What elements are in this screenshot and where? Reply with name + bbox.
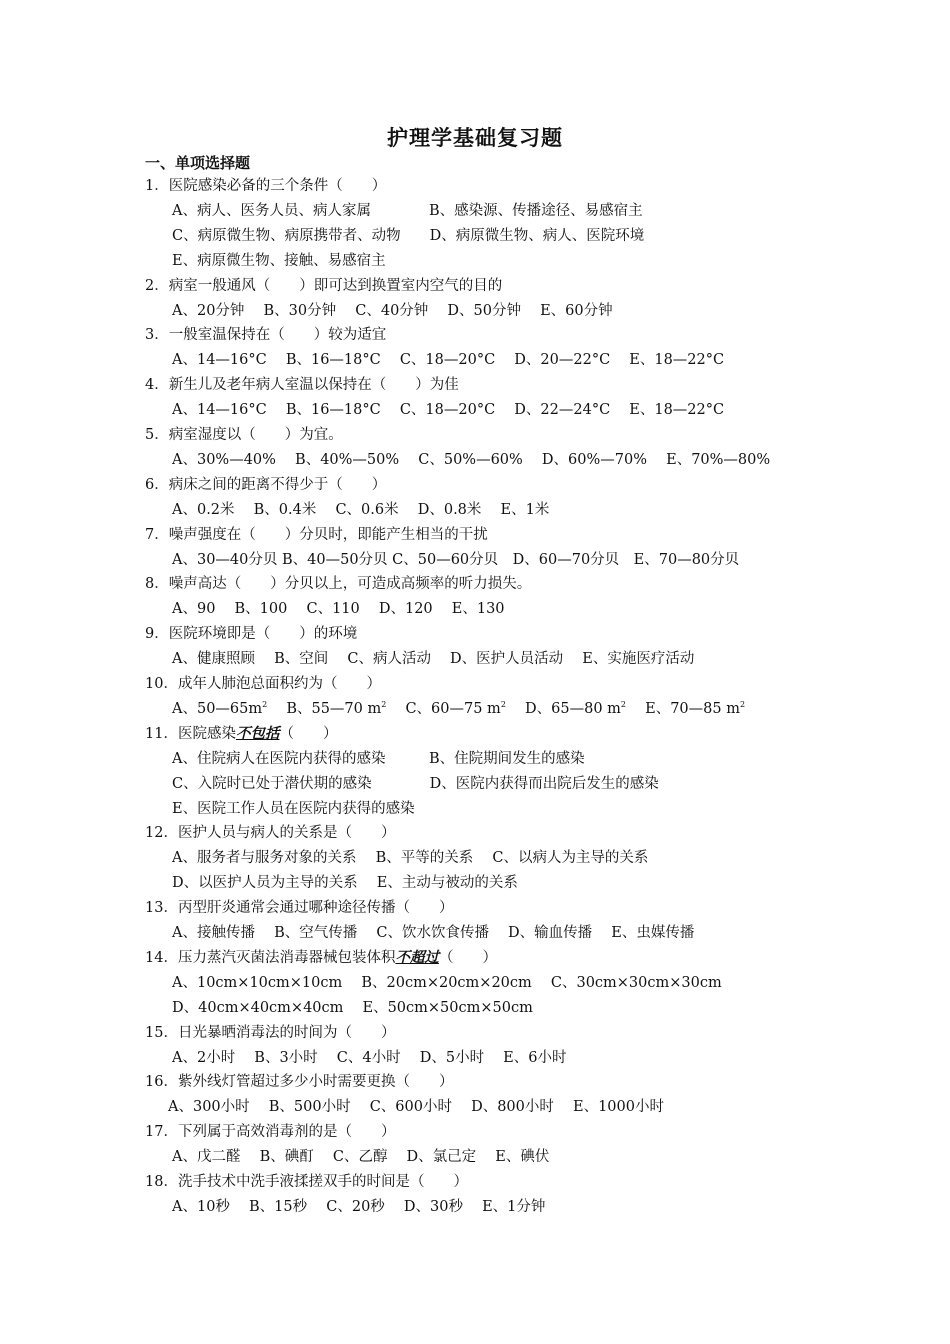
question-line: 17．下列属于高效消毒剂的是（ ） — [145, 1124, 396, 1141]
question-line: 10．成年人肺泡总面积约为（ ） — [145, 676, 381, 692]
emphasis-text: 不超过 — [395, 949, 439, 966]
option-line: E、病原微生物、接触、易感宿主 — [172, 252, 386, 269]
option-text: E、70—85 m — [626, 700, 740, 717]
question-line: 9．医院环境即是（ ）的环境 — [145, 626, 358, 643]
question-line: 2．病室一般通风（ ）即可达到换置室内空气的目的 — [145, 277, 503, 294]
option-line: A、服务者与服务对象的关系 B、平等的关系 C、以病人为主导的关系 — [172, 850, 649, 867]
option-line: C、入院时已处于潜伏期的感染 D、医院内获得而出院后发生的感染 — [172, 775, 659, 792]
question-line: 1．医院感染必备的三个条件（ ） — [145, 178, 387, 194]
emphasis-text: 不包括 — [235, 725, 280, 742]
superscript: 2 — [262, 699, 268, 709]
option-line: A、30%—40% B、40%—50% C、50%—60% D、60%—70% E、70%—80% — [172, 451, 771, 468]
question-line — [145, 723, 337, 745]
superscript: 2 — [500, 699, 506, 709]
option-line: A、14—16°C B、16—18°C C、18—20°C D、22—24°C E、18—22°C — [172, 402, 725, 419]
option-line: A、健康照顾 B、空间 C、病人活动 D、医护人员活动 E、实施医疗活动 — [172, 651, 695, 668]
option-line: C、病原微生物、病原携带者、动物 D、病原微生物、病人、医院环境 — [172, 227, 645, 244]
option-line: D、40cm×40cm×40cm E、50cm×50cm×50cm — [172, 999, 533, 1016]
question-blank: （ ） — [438, 949, 497, 966]
option-line: A、接触传播 B、空气传播 C、饮水饮食传播 D、输血传播 E、虫媒传播 — [172, 925, 695, 941]
section-heading: 一、单项选择题 — [145, 154, 251, 172]
document-title: 护理学基础复习题 — [387, 126, 563, 150]
option-line: A、2小时 B、3小时 C、4小时 D、5小时 E、6小时 — [172, 1049, 567, 1066]
question-line: 13．丙型肝炎通常会通过哪种途径传播（ ） — [145, 900, 454, 917]
question-blank: （ ） — [279, 725, 338, 742]
question-line: 4．新生儿及老年病人室温以保持在（ ）为佳 — [145, 377, 459, 394]
option-text: B、55—70 m — [267, 700, 382, 717]
question-line: 7．噪声强度在（ ）分贝时，即能产生相当的干扰 — [145, 526, 488, 543]
question-line: 16．紫外线灯管超过多少小时需要更换（ ） — [145, 1074, 454, 1091]
option-line: A、0.2米 B、0.4米 C、0.6米 D、0.8米 E、1米 — [172, 501, 550, 518]
question-line: 3．一般室温保持在（ ）较为适宜 — [145, 327, 387, 344]
option-line: D、以医护人员为主导的关系 E、主动与被动的关系 — [172, 875, 518, 892]
option-line: A、住院病人在医院内获得的感染 B、住院期间发生的感染 — [172, 750, 585, 767]
option-line: A、30—40分贝 B、40—50分贝 C、50—60分贝 D、60—70分贝 E、70—80分贝 — [172, 551, 740, 568]
question-line — [145, 947, 497, 969]
option-text: C、60—75 m — [386, 700, 501, 717]
question-line: 12．医护人员与病人的关系是（ ） — [145, 825, 396, 842]
option-line: A、戊二醛 B、碘酊 C、乙醇 D、氯己定 E、碘伏 — [172, 1149, 550, 1166]
option-line: A、20分钟 B、30分钟 C、40分钟 D、50分钟 E、60分钟 — [172, 302, 613, 319]
question-line: 6．病床之间的距离不得少于（ ） — [145, 476, 387, 493]
question-line: 8．噪声高达（ ）分贝以上，可造成高频率的听力损失。 — [145, 576, 532, 593]
option-line: A、300小时 B、500小时 C、600小时 D、800小时 E、1000小时 — [168, 1099, 664, 1116]
question-text: 11．医院感染 — [145, 725, 236, 742]
superscript: 2 — [739, 699, 746, 709]
option-text: A、50—65m — [172, 700, 263, 717]
option-line: A、90 B、100 C、110 D、120 E、130 — [172, 601, 505, 618]
question-text: 14．压力蒸汽灭菌法消毒器械包装体积 — [145, 949, 396, 966]
superscript: 2 — [620, 699, 626, 709]
question-line: 15．日光暴晒消毒法的时间为（ ） — [145, 1024, 396, 1041]
option-line: A、10秒 B、15秒 C、20秒 D、30秒 E、1分钟 — [172, 1198, 546, 1215]
question-line: 5．病室湿度以（ ）为宜。 — [145, 427, 343, 443]
option-line: A、病人、医务人员、病人家属 B、感染源、传播途径、易感宿主 — [172, 202, 643, 219]
option-line: A、14—16°C B、16—18°C C、18—20°C D、20—22°C E、18—22°C — [172, 352, 725, 369]
option-text: D、65—80 m — [505, 700, 621, 717]
question-line: 18．洗手技术中洗手液揉搓双手的时间是（ ） — [145, 1174, 468, 1190]
option-line — [172, 698, 745, 720]
option-line: A、10cm×10cm×10cm B、20cm×20cm×20cm C、30cm×30cm×30cm — [172, 974, 722, 991]
option-line: E、医院工作人员在医院内获得的感染 — [172, 800, 415, 817]
superscript: 2 — [381, 699, 387, 709]
